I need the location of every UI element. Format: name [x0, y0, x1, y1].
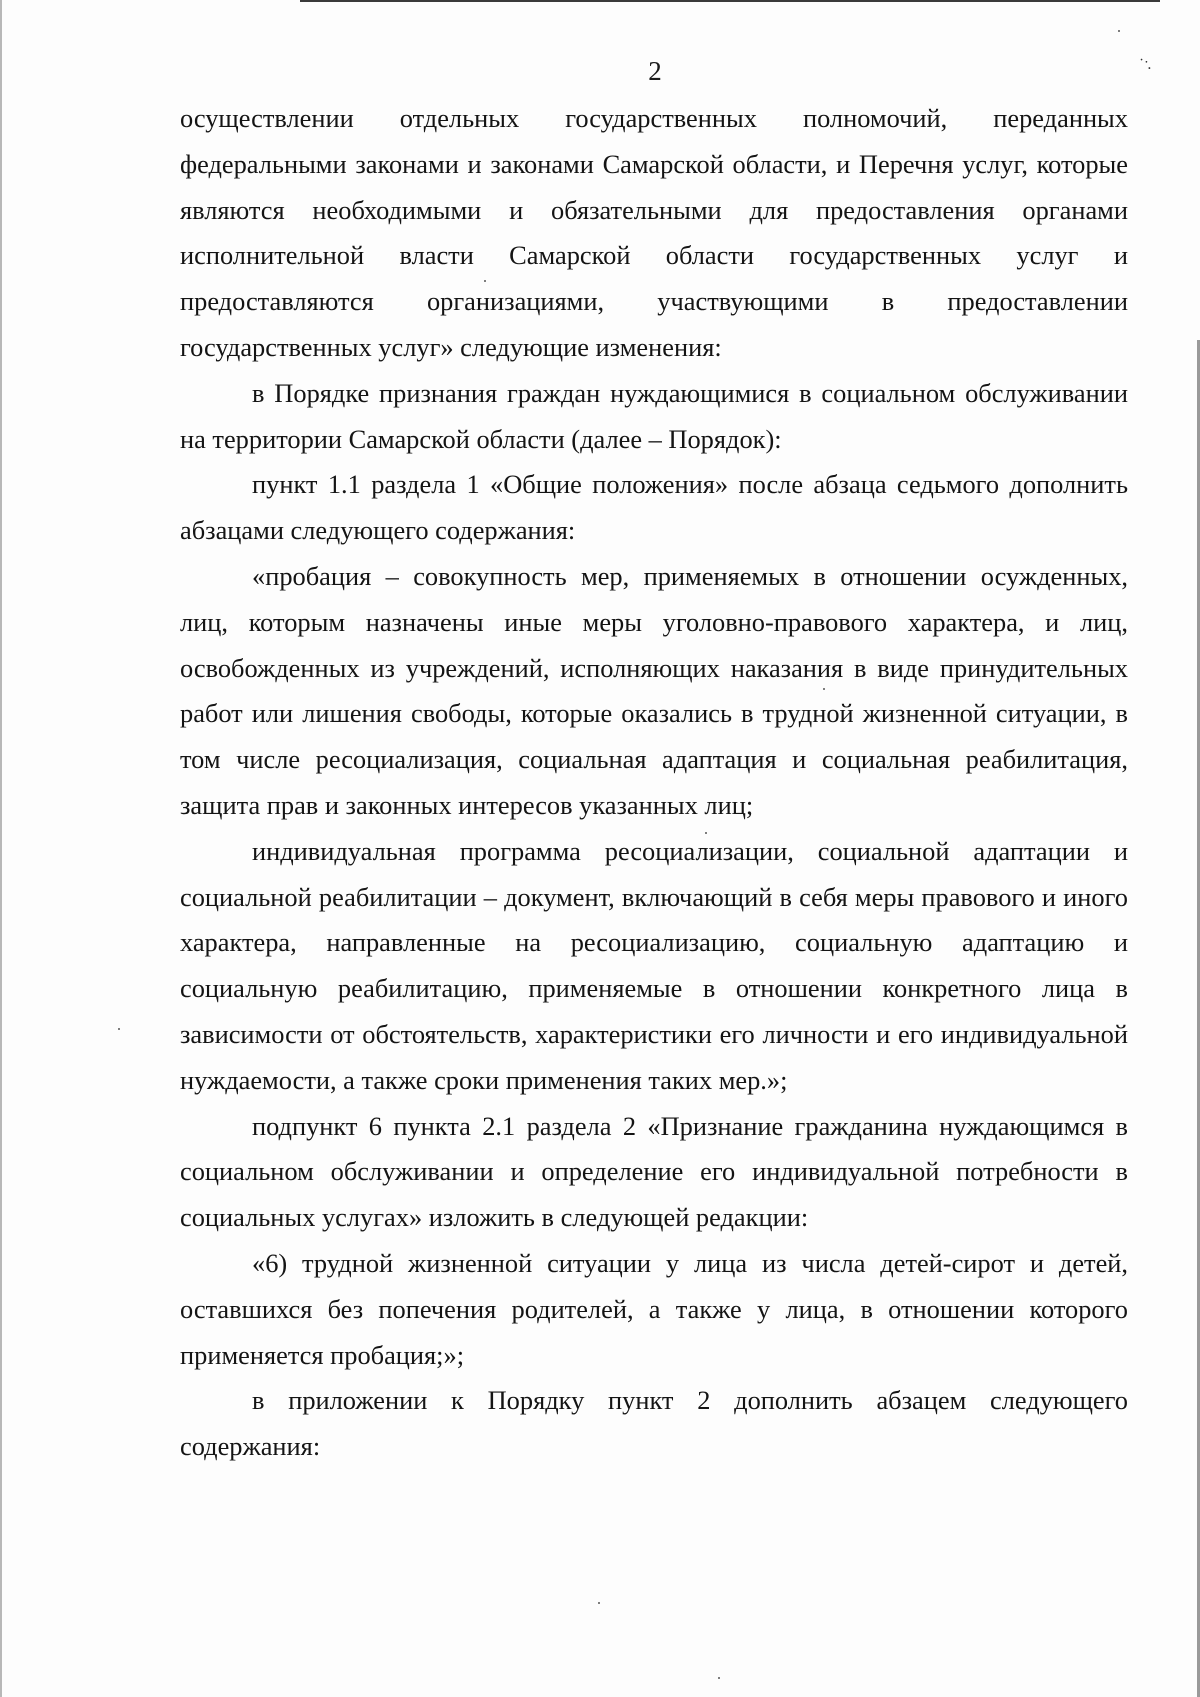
- paragraph: подпункт 6 пункта 2.1 раздела 2 «Признание гражданина нуждающимся в социальном обслуживании и определение его индивидуальной потребности в социальных услугах» изложить в следующей редакции:: [180, 1110, 1128, 1233]
- scan-speck: [1118, 30, 1120, 32]
- scan-border-left: [0, 0, 2, 1697]
- document-body: [180, 96, 1128, 1470]
- paragraph: индивидуальная программа ресоциализации, социальной адаптации и социальной реабилитации – документ, включающий в себя меры правового и иного характера, направленные на ресоциализацию, социальную адаптацию и социальную реабилитацию, применяемые в отношении конкретного лица в зависимости от обстоятельств, характеристики его личности и его индивидуальной нуждаемости, а также сроки применения таких мер.»;: [180, 835, 1128, 1095]
- paragraph: пункт 1.1 раздела 1 «Общие положения» после абзаца седьмого дополнить абзацами следующего содержания:: [180, 469, 1128, 546]
- paragraph: «6) трудной жизненной ситуации у лица из числа детей-сирот и детей, оставшихся без попечения родителей, а также у лица, в отношении которого применяется пробация;»;: [180, 1247, 1128, 1370]
- scan-speck: [118, 1028, 120, 1030]
- page-number: 2: [648, 56, 662, 86]
- scan-speck: [598, 1602, 600, 1604]
- scan-speck: [718, 1677, 720, 1679]
- paragraph: осуществлении отдельных государственных полномочий, переданных федеральными законами и законами Самарской области, и Перечня услуг, которые являются необходимыми и обязательными для предоставления органами исполнительной власти Самарской области государственных услуг и предоставляются организациями, участвующими в предоставлении государственных услуг» следующие изменения:: [180, 103, 1128, 362]
- scan-artifact-mark: ˙˙·: [1133, 55, 1156, 78]
- paragraph: в Порядке признания граждан нуждающимися в социальном обслуживании на территории Самарской области (далее – Порядок):: [180, 377, 1128, 454]
- scan-border-top: [300, 0, 1160, 2]
- paragraph: «пробация – совокупность мер, применяемых в отношении осужденных, лиц, которым назначены иные меры уголовно-правового характера, и лиц, освобожденных из учреждений, исполняющих наказания в виде принудительных работ или лишения свободы, которые оказались в трудной жизненной ситуации, в том числе ресоциализация, социальная адаптация и социальная реабилитация, защита прав и законных интересов указанных лиц;: [180, 560, 1128, 820]
- paragraph: в приложении к Порядку пункт 2 дополнить абзацем следующего содержания:: [180, 1385, 1128, 1462]
